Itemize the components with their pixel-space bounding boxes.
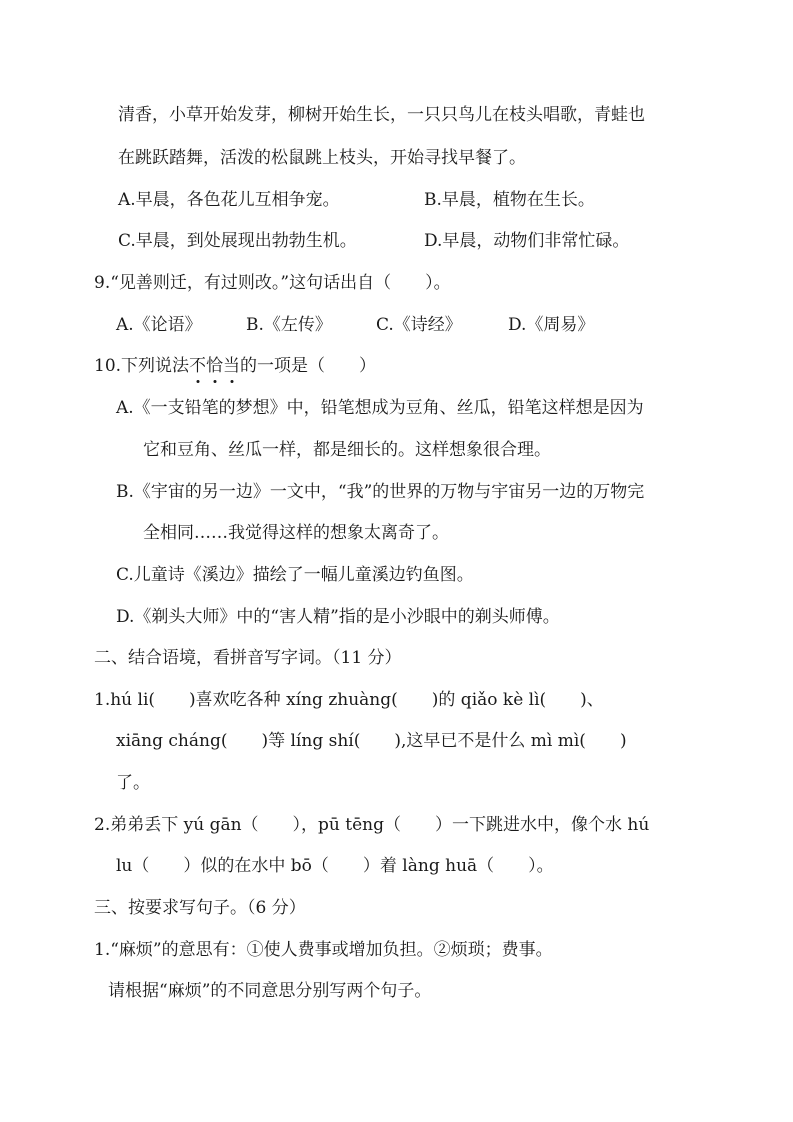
q9-stem: 9.“见善则迁，有过则改。”这句话出自（ ）。 <box>94 273 451 293</box>
section-3-title: 三、按要求写句子。（6 分） <box>94 898 306 918</box>
q10-option-a-line-1: A.《一支铅笔的梦想》中，铅笔想成为豆角、丝瓜，铅笔这样想是因为 <box>116 398 644 418</box>
s2-q1-line-2: xiāng cháng( )等 líng shí( ),这早已不是什么 mì mì( ) <box>116 731 627 751</box>
q9-option-c: C.《诗经》 <box>376 315 462 335</box>
s2-q2-line-2: lu（ ）似的在水中 bō（ ）着 làng huā（ ）。 <box>116 856 554 876</box>
q8-option-b: B.早晨，植物在生长。 <box>424 190 595 210</box>
q10-option-a-line-2: 它和豆角、丝瓜一样，都是细长的。这样想象很合理。 <box>143 440 551 460</box>
q10-option-d: D.《剃头大师》中的“害人精”指的是小沙眼中的剃头师傅。 <box>116 607 560 627</box>
q10-option-c: C.儿童诗《溪边》描绘了一幅儿童溪边钓鱼图。 <box>116 565 474 585</box>
q10-option-b-line-2: 全相同……我觉得这样的想象太离奇了。 <box>143 523 449 543</box>
q9-option-b: B.《左传》 <box>246 315 332 335</box>
q10-stem-before: 10.下列说法 <box>94 356 190 376</box>
s3-q1-line-1: 1.“麻烦”的意思有：①使人费事或增加负担。②烦琐；费事。 <box>94 940 553 960</box>
s2-q2-line-1: 2.弟弟丢下 yú gān（ ），pū tēng（ ）一下跳进水中，像个水 hú <box>94 815 650 835</box>
q10-emphasis-char: 恰 <box>206 356 224 376</box>
q8-option-d: D.早晨，动物们非常忙碌。 <box>424 231 630 251</box>
q9-option-a: A.《论语》 <box>116 315 202 335</box>
q8-option-c: C.早晨，到处展现出勃勃生机。 <box>118 231 357 251</box>
s2-q1-line-1: 1.hú li( )喜欢吃各种 xíng zhuàng( )的 qiǎo kè lì( )、 <box>94 690 604 710</box>
q8-option-a: A.早晨，各色花儿互相争宠。 <box>118 190 340 210</box>
q10-option-b-line-1: B.《宇宙的另一边》一文中，“我”的世界的万物与宇宙另一边的万物完 <box>116 482 645 502</box>
q10-emphasis-char: 不 <box>189 356 207 376</box>
passage-line-1: 清香，小草开始发芽，柳树开始生长，一只只鸟儿在枝头唱歌，青蛙也 <box>118 105 645 125</box>
q10-stem <box>94 354 376 378</box>
s3-q1-line-2: 请根据“麻烦”的不同意思分别写两个句子。 <box>108 981 432 1001</box>
s2-q1-line-3: 了。 <box>116 773 150 793</box>
section-2-title: 二、结合语境，看拼音写字词。（11 分） <box>94 648 402 668</box>
q9-option-d: D.《周易》 <box>508 315 595 335</box>
passage-line-2: 在跳跃踏舞，活泼的松鼠跳上枝头，开始寻找早餐了。 <box>118 148 526 168</box>
q10-stem-after: 的一项是（ ） <box>240 356 377 376</box>
q10-emphasis-char: 当 <box>223 356 241 376</box>
